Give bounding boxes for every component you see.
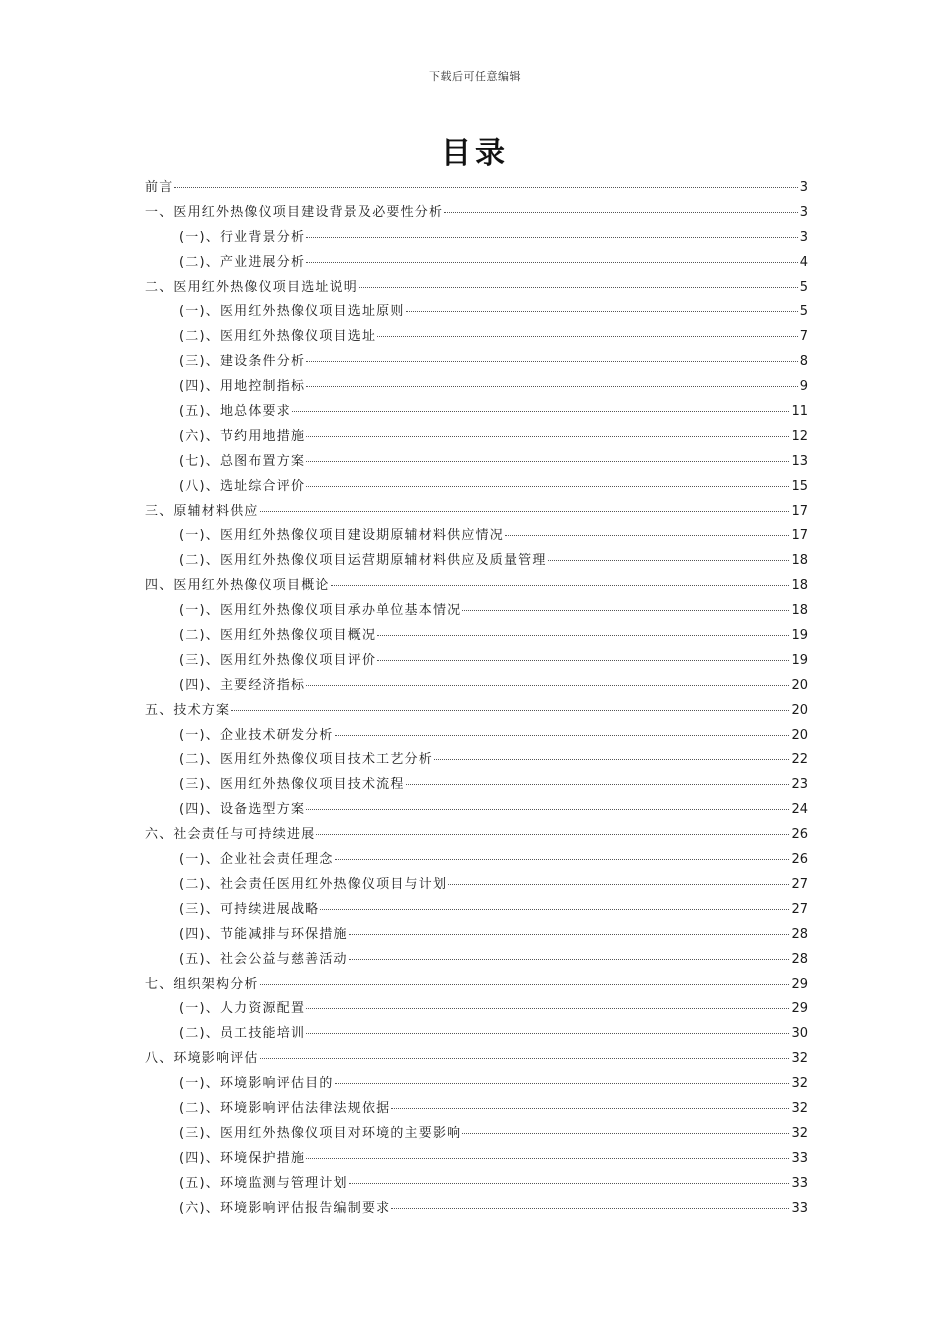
toc-section-entry[interactable]	[145, 475, 808, 500]
toc-page-number: 15	[791, 478, 808, 494]
toc-page-number: 18	[791, 553, 808, 569]
toc-entry-label: (四)、节能减排与环保措施	[179, 926, 348, 942]
toc-page-number: 3	[799, 180, 808, 195]
toc-dot-leader	[349, 959, 790, 960]
toc-entry-label: 七、组织架构分析	[145, 976, 259, 992]
toc-dot-leader	[306, 262, 798, 263]
toc-dot-leader	[406, 311, 798, 312]
toc-page-number: 9	[799, 379, 808, 395]
toc-section-entry[interactable]	[145, 251, 808, 276]
toc-page-number: 24	[791, 802, 808, 818]
toc-page-number: 3	[799, 204, 808, 220]
toc-section-entry[interactable]	[145, 425, 808, 450]
toc-dot-leader	[306, 386, 798, 387]
toc-section-entry[interactable]	[145, 1022, 808, 1047]
toc-page-number: 29	[791, 1001, 808, 1017]
toc-entry-label: 三、原辅材料供应	[145, 503, 259, 519]
toc-section-entry[interactable]	[145, 798, 808, 823]
toc-entry-label: (六)、环境影响评估报告编制要求	[179, 1200, 391, 1216]
toc-section-entry[interactable]	[145, 1122, 808, 1147]
toc-section-entry[interactable]	[145, 873, 808, 898]
toc-entry-label: (五)、社会公益与慈善活动	[179, 951, 348, 967]
toc-entry-label: (六)、节约用地措施	[179, 428, 306, 444]
toc-page-number: 17	[791, 528, 808, 544]
toc-section-entry[interactable]	[145, 300, 808, 325]
toc-section-entry[interactable]	[145, 649, 808, 674]
toc-entry-label: 二、医用红外热像仪项目选址说明	[145, 279, 359, 295]
toc-section-entry[interactable]	[145, 624, 808, 649]
toc-page-number: 19	[791, 652, 808, 668]
toc-dot-leader	[335, 735, 790, 736]
toc-dot-leader	[260, 1058, 790, 1059]
toc-dot-leader	[359, 287, 798, 288]
toc-page-number: 11	[791, 404, 808, 420]
toc-entry-label: 四、医用红外热像仪项目概论	[145, 578, 330, 594]
toc-dot-leader	[377, 660, 789, 661]
toc-dot-leader	[448, 884, 789, 885]
toc-dot-leader	[306, 361, 798, 362]
toc-dot-leader	[174, 187, 797, 188]
toc-page-number: 33	[791, 1175, 808, 1191]
toc-page-number: 18	[791, 603, 808, 619]
toc-dot-leader	[505, 535, 790, 536]
toc-page-number: 22	[791, 752, 808, 768]
toc-entry-label: (三)、可持续进展战略	[179, 901, 320, 917]
toc-section-entry[interactable]	[145, 226, 808, 251]
toc-dot-leader	[306, 685, 789, 686]
toc-section-entry[interactable]	[145, 1172, 808, 1197]
toc-chapter-entry[interactable]	[145, 176, 808, 201]
toc-dot-leader	[306, 237, 798, 238]
toc-section-entry[interactable]	[145, 948, 808, 973]
toc-entry-label: (一)、医用红外热像仪项目选址原则	[179, 304, 405, 320]
toc-section-entry[interactable]	[145, 1197, 808, 1222]
toc-page-number: 28	[791, 951, 808, 967]
toc-page-number: 28	[791, 926, 808, 942]
toc-page-number: 33	[791, 1150, 808, 1166]
toc-dot-leader	[306, 486, 789, 487]
toc-entry-label: (五)、地总体要求	[179, 404, 291, 420]
toc-page-number: 17	[791, 503, 808, 519]
toc-chapter-entry[interactable]	[145, 699, 808, 724]
toc-entry-label: (二)、社会责任医用红外热像仪项目与计划	[179, 876, 448, 892]
toc-section-entry[interactable]	[145, 1072, 808, 1097]
toc-page-number: 32	[791, 1051, 808, 1067]
toc-section-entry[interactable]	[145, 773, 808, 798]
toc-entry-label: (二)、医用红外热像仪项目概况	[179, 628, 377, 644]
toc-page-number: 20	[791, 702, 808, 718]
toc-page-number: 30	[791, 1026, 808, 1042]
toc-entry-label: 五、技术方案	[145, 702, 231, 718]
toc-section-entry[interactable]	[145, 375, 808, 400]
toc-section-entry[interactable]	[145, 748, 808, 773]
toc-page-number: 32	[791, 1125, 808, 1141]
toc-section-entry[interactable]	[145, 549, 808, 574]
toc-section-entry[interactable]	[145, 674, 808, 699]
toc-page-number: 26	[791, 827, 808, 843]
toc-entry-label: (三)、医用红外热像仪项目技术流程	[179, 777, 405, 793]
toc-dot-leader	[377, 635, 789, 636]
toc-entry-label: (一)、医用红外热像仪项目建设期原辅材料供应情况	[179, 528, 504, 544]
toc-entry-label: (三)、医用红外热像仪项目对环境的主要影响	[179, 1125, 462, 1141]
toc-entry-label: (三)、医用红外热像仪项目评价	[179, 652, 377, 668]
toc-dot-leader	[335, 1083, 790, 1084]
toc-dot-leader	[462, 610, 789, 611]
toc-page-number: 29	[791, 976, 808, 992]
toc-section-entry[interactable]	[145, 450, 808, 475]
toc-dot-leader	[349, 934, 790, 935]
toc-page-number: 7	[799, 329, 808, 345]
toc-page-number: 19	[791, 628, 808, 644]
toc-page-number: 32	[791, 1100, 808, 1116]
toc-chapter-entry[interactable]	[145, 276, 808, 301]
toc-chapter-entry[interactable]	[145, 1047, 808, 1072]
toc-section-entry[interactable]	[145, 524, 808, 549]
toc-dot-leader	[306, 461, 789, 462]
toc-entry-label: (五)、环境监测与管理计划	[179, 1175, 348, 1191]
toc-entry-label: (二)、医用红外热像仪项目运营期原辅材料供应及质量管理	[179, 553, 547, 569]
toc-dot-leader	[406, 784, 790, 785]
toc-page-number: 20	[791, 727, 808, 743]
toc-dot-leader	[377, 336, 798, 337]
toc-section-entry[interactable]	[145, 848, 808, 873]
toc-entry-label: (一)、医用红外热像仪项目承办单位基本情况	[179, 603, 462, 619]
toc-entry-label: (七)、总图布置方案	[179, 453, 306, 469]
toc-entry-label: 八、环境影响评估	[145, 1051, 259, 1067]
toc-dot-leader	[306, 1158, 789, 1159]
toc-page-number: 13	[791, 453, 808, 469]
toc-entry-label: 前言	[145, 180, 174, 195]
toc-chapter-entry[interactable]	[145, 500, 808, 525]
toc-entry-label: (三)、建设条件分析	[179, 354, 306, 370]
toc-entry-label: (一)、企业社会责任理念	[179, 852, 334, 868]
toc-section-entry[interactable]	[145, 923, 808, 948]
toc-entry-label: (四)、主要经济指标	[179, 677, 306, 693]
toc-dot-leader	[391, 1208, 789, 1209]
toc-chapter-entry[interactable]	[145, 201, 808, 226]
toc-section-entry[interactable]	[145, 325, 808, 350]
toc-entry-label: (一)、行业背景分析	[179, 229, 306, 245]
page-header: 下载后可任意编辑	[429, 70, 521, 83]
toc-dot-leader	[331, 585, 790, 586]
toc-dot-leader	[306, 436, 789, 437]
toc-section-entry[interactable]	[145, 1097, 808, 1122]
toc-section-entry[interactable]	[145, 724, 808, 749]
toc-page-number: 4	[799, 254, 808, 270]
toc-dot-leader	[306, 1008, 789, 1009]
toc-page-number: 5	[799, 279, 808, 295]
toc-entry-label: (二)、员工技能培训	[179, 1026, 306, 1042]
toc-section-entry[interactable]	[145, 599, 808, 624]
toc-dot-leader	[306, 809, 789, 810]
toc-entry-label: (一)、企业技术研发分析	[179, 727, 334, 743]
toc-page-number: 20	[791, 677, 808, 693]
toc-entry-label: (二)、环境影响评估法律法规依据	[179, 1100, 391, 1116]
toc-entry-label: (二)、医用红外热像仪项目选址	[179, 329, 377, 345]
toc-section-entry[interactable]	[145, 1147, 808, 1172]
toc-page-number: 3	[799, 229, 808, 245]
toc-entry-label: (四)、用地控制指标	[179, 379, 306, 395]
toc-dot-leader	[335, 859, 790, 860]
toc-dot-leader	[462, 1133, 789, 1134]
toc-page-number: 33	[791, 1200, 808, 1216]
toc-dot-leader	[391, 1108, 789, 1109]
toc-dot-leader	[260, 984, 790, 985]
toc-entry-label: (八)、选址综合评价	[179, 478, 306, 494]
toc-entry-label: (二)、产业进展分析	[179, 254, 306, 270]
toc-section-entry[interactable]	[145, 997, 808, 1022]
toc-entry-label: 一、医用红外热像仪项目建设背景及必要性分析	[145, 204, 444, 220]
toc-dot-leader	[320, 909, 789, 910]
toc-entry-label: (二)、医用红外热像仪项目技术工艺分析	[179, 752, 433, 768]
toc-page-number: 26	[791, 852, 808, 868]
toc-entry-label: (一)、环境影响评估目的	[179, 1076, 334, 1092]
toc-page-number: 32	[791, 1076, 808, 1092]
table-of-contents	[145, 176, 808, 1221]
toc-page-number: 8	[799, 354, 808, 370]
toc-entry-label: (一)、人力资源配置	[179, 1001, 306, 1017]
toc-section-entry[interactable]	[145, 350, 808, 375]
toc-page-number: 18	[791, 578, 808, 594]
toc-entry-label: (四)、设备选型方案	[179, 802, 306, 818]
toc-page-number: 5	[799, 304, 808, 320]
toc-chapter-entry[interactable]	[145, 823, 808, 848]
toc-dot-leader	[316, 834, 789, 835]
toc-page-number: 23	[791, 777, 808, 793]
toc-dot-leader	[292, 411, 790, 412]
toc-entry-label: 六、社会责任与可持续进展	[145, 827, 316, 843]
toc-dot-leader	[434, 759, 790, 760]
toc-dot-leader	[548, 560, 790, 561]
toc-chapter-entry[interactable]	[145, 973, 808, 998]
toc-page-number: 12	[791, 428, 808, 444]
toc-page-number: 27	[791, 876, 808, 892]
toc-chapter-entry[interactable]	[145, 574, 808, 599]
toc-dot-leader	[444, 212, 798, 213]
toc-dot-leader	[306, 1033, 789, 1034]
page-title: 目录	[441, 136, 509, 171]
toc-entry-label: (四)、环境保护措施	[179, 1150, 306, 1166]
toc-dot-leader	[231, 710, 789, 711]
toc-section-entry[interactable]	[145, 400, 808, 425]
toc-dot-leader	[349, 1183, 790, 1184]
toc-section-entry[interactable]	[145, 898, 808, 923]
toc-page-number: 27	[791, 901, 808, 917]
toc-dot-leader	[260, 511, 790, 512]
